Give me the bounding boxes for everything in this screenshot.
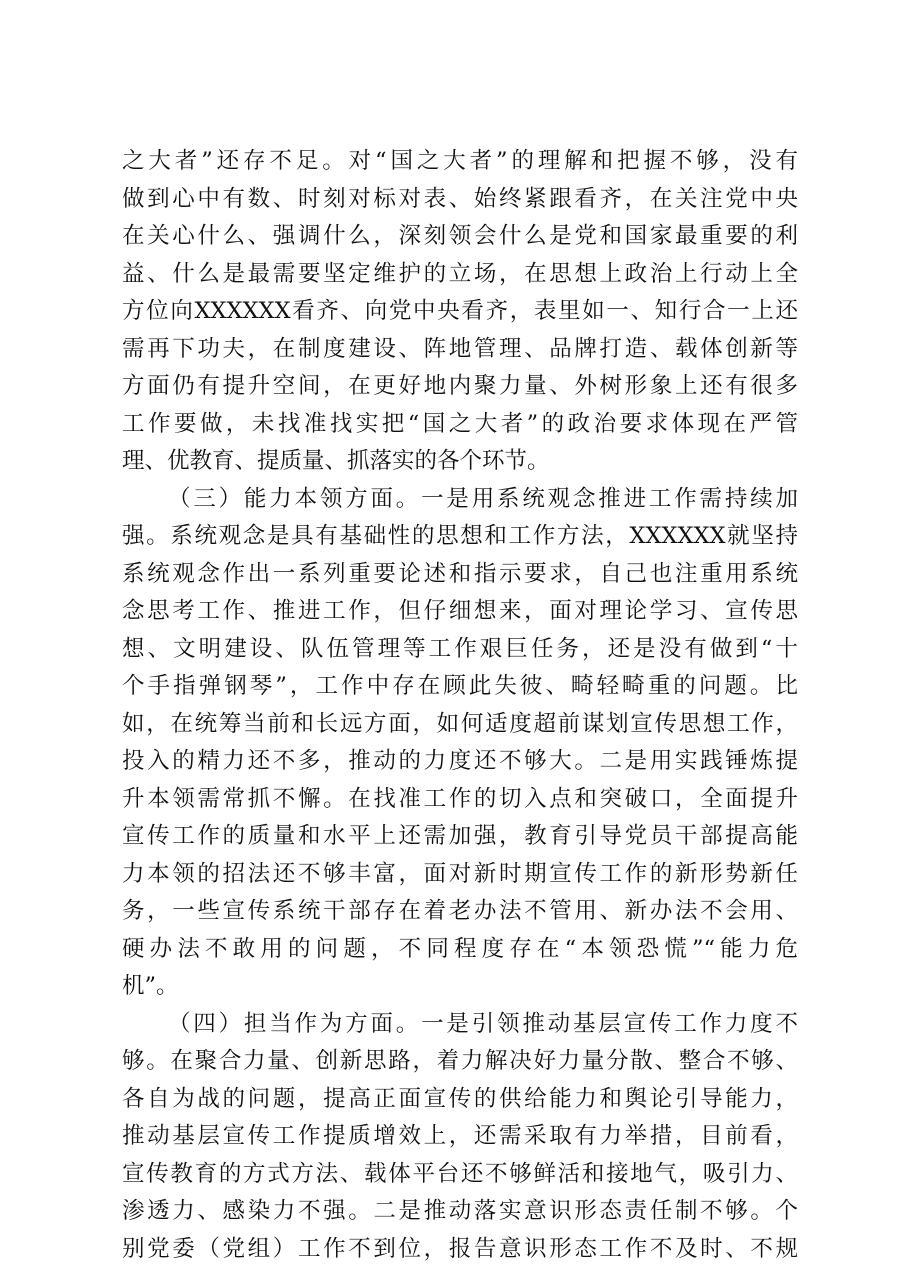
text-line: （四）担当作为方面。一是引领推动基层宣传工作力度不 bbox=[168, 1010, 798, 1037]
paragraph-continuation bbox=[122, 143, 798, 481]
text-line: 需再下功夫，在制度建设、阵地管理、品牌打造、载体创新等 bbox=[122, 335, 798, 362]
text-line: 各自为战的问题，提高正面宣传的供给能力和舆论引导能力， bbox=[122, 1085, 798, 1112]
text-line: 渗透力、感染力不强。二是推动落实意识形态责任制不够。个 bbox=[122, 1198, 798, 1224]
text-line: 强。系统观念是具有基础性的思想和工作方法，XXXXXX就坚持 bbox=[122, 523, 798, 549]
text-line: 机”。 bbox=[122, 973, 179, 999]
document-page bbox=[122, 143, 798, 1268]
text-line: 之大者”还存不足。对“国之大者”的理解和把握不够，没有 bbox=[122, 148, 798, 174]
text-line: 如，在统筹当前和长远方面，如何适度超前谋划宣传思想工作， bbox=[122, 710, 798, 737]
text-line: 个手指弹钢琴”，工作中存在顾此失彼、畸轻畸重的问题。比 bbox=[122, 673, 798, 699]
text-line: 推动基层宣传工作提质增效上，还需采取有力举措，目前看， bbox=[122, 1123, 798, 1149]
text-line: 理、优教育、提质量、抓落实的各个环节。 bbox=[122, 448, 550, 474]
text-line: 益、什么是最需要坚定维护的立场，在思想上政治上行动上全 bbox=[122, 260, 798, 287]
text-line: 够。在聚合力量、创新思路，着力解决好力量分散、整合不够、 bbox=[122, 1048, 798, 1074]
text-line: 务，一些宣传系统干部存在着老办法不管用、新办法不会用、 bbox=[122, 898, 798, 924]
text-line: 工作要做，未找准找实把“国之大者”的政治要求体现在严管 bbox=[122, 410, 798, 437]
text-line: （三）能力本领方面。一是用系统观念推进工作需持续加 bbox=[168, 485, 798, 512]
paragraph-ability-section bbox=[122, 481, 798, 1006]
text-line: 宣传工作的质量和水平上还需加强，教育引导党员干部提高能 bbox=[122, 823, 798, 849]
text-line: 方位向XXXXXX看齐、向党中央看齐，表里如一、知行合一上还 bbox=[122, 298, 798, 324]
text-line: 别党委（党组）工作不到位，报告意识形态工作不及时、不规 bbox=[122, 1235, 798, 1262]
paragraph-responsibility-section bbox=[122, 1006, 798, 1269]
text-line: 做到心中有数、时刻对标对表、始终紧跟看齐，在关注党中央 bbox=[122, 185, 798, 212]
text-line: 宣传教育的方式方法、载体平台还不够鲜活和接地气，吸引力、 bbox=[122, 1160, 798, 1187]
text-line: 想、文明建设、队伍管理等工作艰巨任务，还是没有做到“十 bbox=[122, 635, 798, 662]
text-line: 投入的精力还不多，推动的力度还不够大。二是用实践锤炼提 bbox=[122, 748, 798, 774]
text-line: 在关心什么、强调什么，深刻领会什么是党和国家最重要的利 bbox=[122, 223, 798, 249]
text-line: 系统观念作出一系列重要论述和指示要求，自己也注重用系统 bbox=[122, 560, 798, 587]
text-line: 方面仍有提升空间，在更好地内聚力量、外树形象上还有很多 bbox=[122, 373, 798, 399]
text-line: 硬办法不敢用的问题，不同程度存在“本领恐慌”“能力危 bbox=[122, 935, 798, 962]
text-line: 升本领需常抓不懈。在找准工作的切入点和突破口，全面提升 bbox=[122, 785, 798, 812]
text-line: 力本领的招法还不够丰富，面对新时期宣传工作的新形势新任 bbox=[122, 860, 798, 887]
text-line: 念思考工作、推进工作，但仔细想来，面对理论学习、宣传思 bbox=[122, 598, 798, 624]
